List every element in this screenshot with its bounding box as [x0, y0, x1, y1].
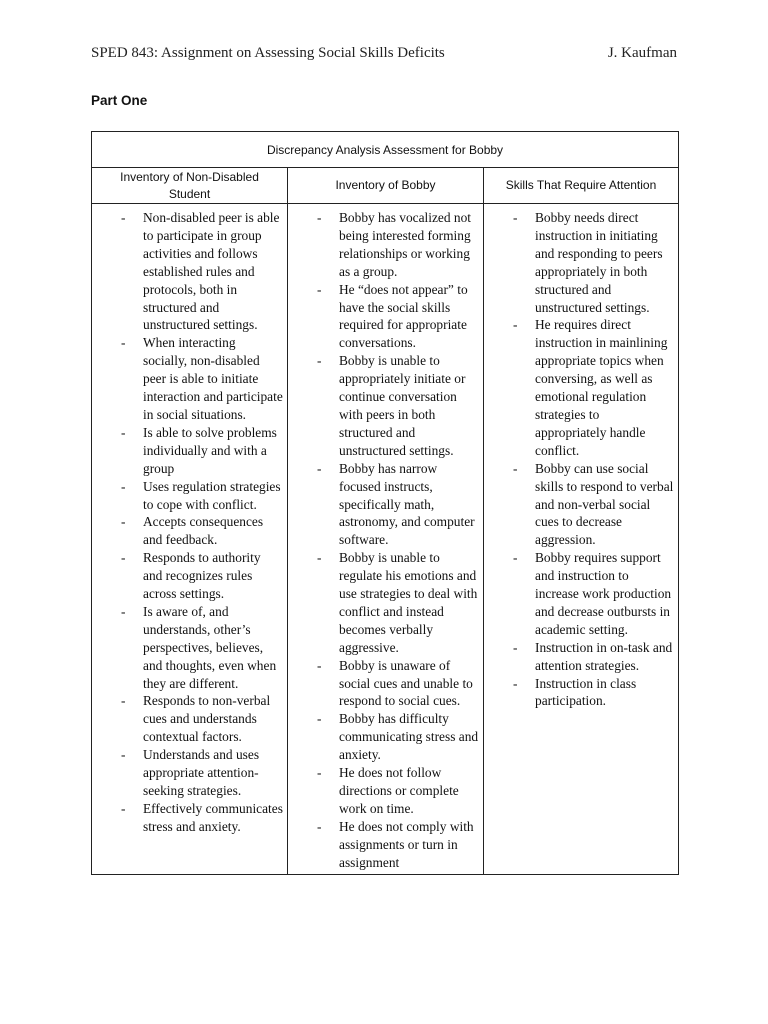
bullet-dash: -: [121, 424, 126, 440]
list-item-text: He “does not appear” to have the social skills required for appropriate conversations.: [339, 281, 468, 351]
bullet-dash: -: [317, 657, 322, 673]
course-title: SPED 843: Assignment on Assessing Social Skills Deficits: [91, 45, 445, 61]
bullet-dash: -: [317, 711, 322, 727]
bullet-dash: -: [513, 317, 518, 333]
list-item-text: Bobby is unable to regulate his emotions and use strategies to deal with conflict and instead becomes verbally aggressive.: [339, 550, 478, 655]
list-item: [292, 460, 479, 550]
table-caption: Discrepancy Analysis Assessment for Bobby: [92, 132, 679, 168]
bullet-dash: -: [121, 335, 126, 351]
list-item-text: Is aware of, and understands, other’s perspectives, believes, and thoughts, even when they are different.: [143, 603, 277, 691]
list-item-text: Bobby needs direct instruction in initiating and responding to peers appropriately in both structured and unstructured settings.: [535, 210, 663, 315]
list-item: [96, 800, 283, 836]
list-item: [488, 209, 674, 316]
bobby-inventory-cell: [288, 204, 484, 875]
bullet-dash: -: [121, 603, 126, 619]
bullet-dash: -: [513, 460, 518, 476]
list-item: [292, 657, 479, 711]
list-item: [96, 513, 283, 549]
list-item-text: Understands and uses appropriate attention-seeking strategies.: [143, 747, 260, 798]
list-item: [488, 316, 674, 459]
non-disabled-inventory-cell: [92, 204, 288, 875]
list-item: [292, 549, 479, 656]
list-item-text: He does not follow directions or complete work on time.: [339, 765, 459, 816]
bullet-dash: -: [513, 639, 518, 655]
author-name: J. Kaufman: [607, 45, 677, 61]
list-item: [292, 710, 479, 764]
list-item: [96, 334, 283, 424]
column-header-non-disabled: Inventory of Non-Disabled Student: [92, 168, 288, 204]
bullet-dash: -: [513, 210, 518, 225]
bullet-dash: -: [121, 550, 126, 566]
list-item-text: Bobby can use social skills to respond to verbal and non-verbal social cues to decrease aggression.: [535, 460, 674, 548]
list-item-text: Accepts consequences and feedback.: [143, 514, 264, 548]
bullet-dash: -: [317, 460, 322, 476]
bullet-dash: -: [317, 210, 322, 225]
bullet-dash: -: [121, 800, 126, 816]
list-item: [96, 478, 283, 514]
bullet-dash: -: [513, 550, 518, 566]
list-item: [96, 424, 283, 478]
list-item-text: Instruction in class participation.: [535, 675, 637, 709]
list-item: [292, 352, 479, 459]
skills-attention-list: [484, 204, 678, 712]
list-item: [488, 460, 674, 550]
list-item: [488, 675, 674, 711]
bullet-dash: -: [121, 210, 126, 225]
bullet-dash: -: [121, 693, 126, 709]
list-item-text: Responds to authority and recognizes rules across settings.: [143, 550, 261, 602]
list-item: [96, 746, 283, 800]
list-item-text: Is able to solve problems individually and with a group: [143, 424, 277, 476]
bullet-dash: -: [121, 478, 126, 494]
list-item-text: Instruction in on-task and attention strategies.: [535, 639, 673, 673]
bobby-inventory-list: [288, 204, 483, 874]
list-item-text: When interacting socially, non-disabled peer is able to initiate interaction and participate in social situations.: [143, 335, 283, 422]
bullet-dash: -: [317, 765, 322, 781]
list-item: [292, 209, 479, 281]
list-item: [488, 639, 674, 675]
list-item-text: Bobby requires support and instruction to increase work production and decrease outbursts in academic setting.: [535, 550, 672, 637]
list-item-text: Responds to non-verbal cues and understands contextual factors.: [143, 693, 271, 745]
list-item-text: Uses regulation strategies to cope with conflict.: [143, 478, 281, 512]
column-header-skills: Skills That Require Attention: [484, 168, 679, 204]
list-item-text: Effectively communicates stress and anxiety.: [143, 800, 283, 834]
list-item: [292, 818, 479, 872]
bullet-dash: -: [121, 747, 126, 763]
list-item-text: Bobby has narrow focused instructs, specifically math, astronomy, and computer software.: [339, 460, 475, 548]
list-item: [488, 549, 674, 639]
list-item-text: Bobby has difficulty communicating stress and anxiety.: [339, 711, 479, 763]
list-item: [292, 281, 479, 353]
bullet-dash: -: [317, 818, 322, 834]
bullet-dash: -: [121, 514, 126, 530]
bullet-dash: -: [317, 353, 322, 369]
list-item: [96, 209, 283, 334]
section-title: Part One: [91, 93, 148, 108]
list-item-text: He requires direct instruction in mainlining appropriate topics when conversing, as well as emotional regulation strategies to appropriately handle conflict.: [535, 317, 668, 458]
list-item: [96, 549, 283, 603]
skills-attention-cell: [484, 204, 679, 875]
non-disabled-inventory-list: [92, 204, 287, 838]
discrepancy-analysis-table: [91, 131, 679, 875]
list-item: [292, 764, 479, 818]
list-item-text: Bobby is unaware of social cues and unable to respond to social cues.: [339, 657, 473, 709]
list-item: [96, 603, 283, 693]
bullet-dash: -: [317, 550, 322, 566]
bullet-dash: -: [317, 281, 322, 297]
list-item-text: Non-disabled peer is able to participate in group activities and follows established rules and protocols, both in structured and unstructured settings.: [143, 210, 280, 333]
list-item-text: Bobby has vocalized not being interested forming relationships or working as a group.: [339, 210, 472, 279]
column-header-bobby: Inventory of Bobby: [288, 168, 484, 204]
bullet-dash: -: [513, 675, 518, 691]
list-item-text: Bobby is unable to appropriately initiate or continue conversation with peers in both structured and unstructured settings.: [339, 353, 466, 458]
list-item-text: He does not comply with assignments or turn in assignment: [339, 818, 474, 870]
list-item: [96, 692, 283, 746]
